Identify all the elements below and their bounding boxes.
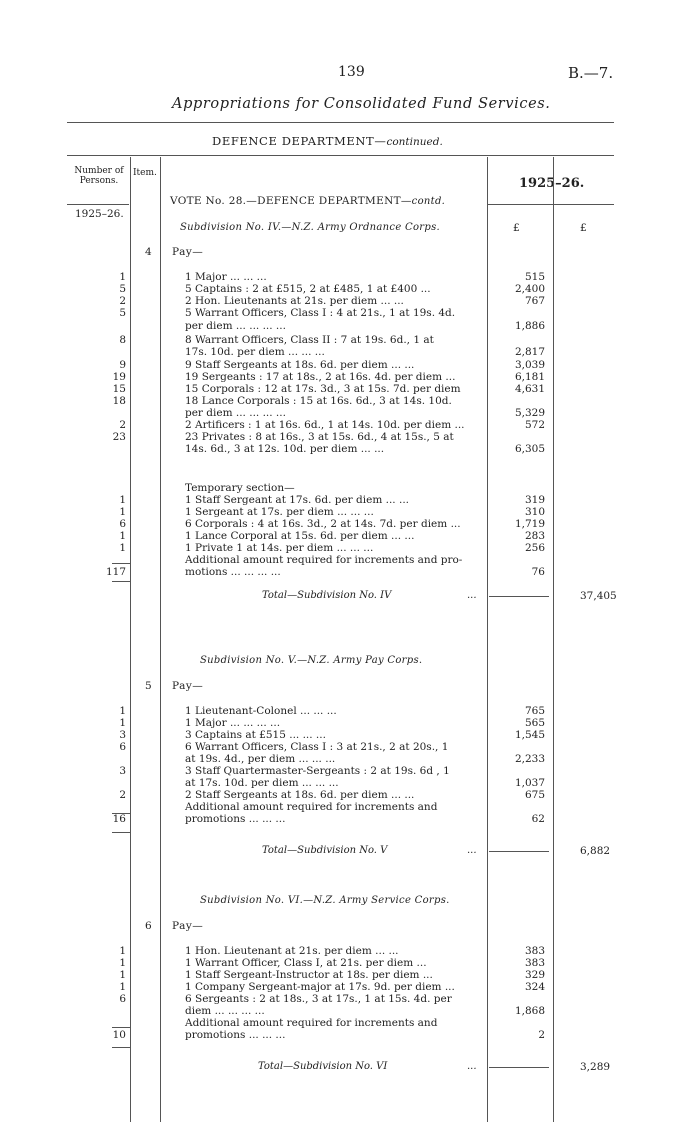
persons-count: 1 <box>119 271 126 283</box>
row-description: 2 Artificers : 1 at 16s. 6d., 1 at 14s. 10d. per diem ... <box>185 419 465 431</box>
row-description: 3 Captains at £515 ... ... ... <box>185 729 326 741</box>
number-sum-rule-vi <box>112 1027 130 1028</box>
row-description: 9 Staff Sergeants at 18s. 6d. per diem ... ... <box>185 359 415 371</box>
row-amount: 329 <box>524 969 545 981</box>
row-description: 1 Sergeant at 17s. per diem ... ... ... <box>185 506 374 518</box>
department-continued: continued. <box>386 136 443 148</box>
row-amount: 6,305 <box>514 443 545 455</box>
subdivision-iv-title: Subdivision No. IV.—N.Z. Army Ordnance Corps. <box>180 222 440 233</box>
persons-count: 15 <box>112 383 126 395</box>
row-description: 5 Warrant Officers, Class I : 4 at 21s., 1 at 19s. 4d. <box>185 307 456 319</box>
row-description: at 17s. 10d. per diem ... ... ... <box>185 777 339 789</box>
number-header-rule <box>67 204 129 205</box>
row-amount: 515 <box>524 271 545 283</box>
row-amount: 256 <box>524 542 545 554</box>
persons-count: 6 <box>119 518 126 530</box>
number-sum-rule-iv <box>112 563 130 564</box>
document-reference: B.—7. <box>568 64 614 82</box>
row-amount: 2,400 <box>514 283 545 295</box>
total-leader-v: ... <box>467 845 477 856</box>
total-amount-v: 6,882 <box>580 845 611 857</box>
row-amount: 2 <box>538 1029 545 1041</box>
row-description: 5 Captains : 2 at £515, 2 at £485, 1 at £400 ... <box>185 283 431 295</box>
row-description: 1 Private 1 at 14s. per diem ... ... ... <box>185 542 374 554</box>
row-amount: 675 <box>524 789 545 801</box>
persons-count: 19 <box>112 371 126 383</box>
row-amount: 572 <box>524 419 545 431</box>
persons-count: 1 <box>119 530 126 542</box>
row-amount: 5,329 <box>514 407 545 419</box>
persons-count: 2 <box>119 789 126 801</box>
row-amount: 283 <box>524 530 545 542</box>
row-amount: 765 <box>524 705 545 717</box>
row-description: Additional amount required for increments and <box>185 801 438 813</box>
persons-count: 1 <box>119 494 126 506</box>
page-number: 139 <box>338 64 365 80</box>
row-description: 1 Hon. Lieutenant at 21s. per diem ... ... <box>185 945 399 957</box>
row-description: diem ... ... ... ... <box>185 1005 265 1017</box>
page-title: Appropriations for Consolidated Fund Services. <box>172 96 551 112</box>
row-amount: 3,039 <box>514 359 545 371</box>
persons-count: 1 <box>119 945 126 957</box>
row-amount: 383 <box>524 957 545 969</box>
persons-count: 18 <box>112 395 126 407</box>
persons-count: 6 <box>119 741 126 753</box>
total-label-vi: Total—Subdivision No. VI <box>258 1061 388 1072</box>
pay-heading-iv: Pay— <box>172 246 204 258</box>
row-description: per diem ... ... ... ... <box>185 320 286 332</box>
department-name: DEFENCE DEPARTMENT— <box>212 134 387 148</box>
table-row <box>0 566 700 579</box>
row-description: Additional amount required for increments and <box>185 1017 438 1029</box>
pound-sign-total: £ <box>580 222 587 234</box>
amount-total-rule-iv <box>489 596 549 597</box>
persons-count: 9 <box>119 359 126 371</box>
title-rule <box>67 122 614 123</box>
row-description: 3 Staff Quartermaster-Sergeants : 2 at 19s. 6d , 1 <box>185 765 450 777</box>
amount-total-rule-v <box>489 851 549 852</box>
persons-count: 6 <box>119 993 126 1005</box>
persons-count: 1 <box>119 717 126 729</box>
persons-count: 1 <box>119 957 126 969</box>
row-amount: 319 <box>524 494 545 506</box>
total-amount-vi: 3,289 <box>580 1061 611 1073</box>
persons-count: 1 <box>119 981 126 993</box>
row-amount: 383 <box>524 945 545 957</box>
row-amount: 1,037 <box>514 777 545 789</box>
subdivision-vi-title: Subdivision No. VI.—N.Z. Army Service Corps. <box>200 895 450 906</box>
row-amount: 324 <box>524 981 545 993</box>
row-amount: 76 <box>531 566 545 578</box>
total-amount-iv: 37,405 <box>580 590 617 602</box>
persons-count: 5 <box>119 307 126 319</box>
total-label-iv: Total—Subdivision No. IV <box>262 590 392 601</box>
persons-count: 8 <box>119 334 126 346</box>
persons-count: 10 <box>112 1029 126 1041</box>
row-amount: 1,868 <box>514 1005 545 1017</box>
table-row <box>0 1029 700 1042</box>
persons-count: 2 <box>119 295 126 307</box>
row-amount: 2,817 <box>514 346 545 358</box>
table-row <box>0 307 700 320</box>
total-leader-iv: ... <box>467 590 477 601</box>
persons-count: 16 <box>112 813 126 825</box>
row-description: per diem ... ... ... ... <box>185 407 286 419</box>
row-amount: 1,719 <box>514 518 545 530</box>
year-header: 1925–26. <box>519 176 585 191</box>
persons-count: 5 <box>119 283 126 295</box>
row-description: 1 Lance Corporal at 15s. 6d. per diem ... ... <box>185 530 415 542</box>
department-heading <box>212 134 443 148</box>
vote-heading <box>170 195 445 207</box>
persons-count: 1 <box>119 705 126 717</box>
row-amount: 6,181 <box>514 371 545 383</box>
row-description: 1 Company Sergeant-major at 17s. 9d. per diem ... <box>185 981 455 993</box>
table-row <box>0 813 700 826</box>
row-amount: 62 <box>531 813 545 825</box>
row-description: 2 Staff Sergeants at 18s. 6d. per diem ... ... <box>185 789 415 801</box>
row-description: 15 Corporals : 12 at 17s. 3d., 3 at 15s. 7d. per diem <box>185 383 461 395</box>
row-description: promotions ... ... ... <box>185 1029 286 1041</box>
number-total-rule-v <box>112 832 130 833</box>
number-total-rule-vi <box>112 1047 130 1048</box>
row-description: 1 Staff Sergeant-Instructor at 18s. per diem ... <box>185 969 433 981</box>
item-number-vi: 6 <box>145 920 152 932</box>
persons-count: 1 <box>119 506 126 518</box>
year-header-rule <box>487 204 614 205</box>
row-amount: 1,886 <box>514 320 545 332</box>
subdivision-v-title: Subdivision No. V.—N.Z. Army Pay Corps. <box>200 655 423 666</box>
row-description: 1 Major ... ... ... ... <box>185 717 281 729</box>
persons-count: 3 <box>119 765 126 777</box>
number-total-rule-iv <box>112 581 130 582</box>
persons-count: 117 <box>105 566 126 578</box>
row-description: 1 Major ... ... ... <box>185 271 267 283</box>
row-description: 1 Staff Sergeant at 17s. 6d. per diem ... ... <box>185 494 409 506</box>
row-description: motions ... ... ... ... <box>185 566 281 578</box>
pay-heading-v: Pay— <box>172 680 204 692</box>
persons-count: 2 <box>119 419 126 431</box>
row-description: 1 Lieutenant-Colonel ... ... ... <box>185 705 337 717</box>
number-of-persons-header: Number of Persons. <box>74 166 124 186</box>
number-sum-rule-v <box>112 813 130 814</box>
item-number-iv: 4 <box>145 246 152 258</box>
item-header: Item. <box>133 168 157 178</box>
row-description: 19 Sergeants : 17 at 18s., 2 at 16s. 4d. per diem ... <box>185 371 456 383</box>
row-amount: 2,233 <box>514 753 545 765</box>
row-description: 2 Hon. Lieutenants at 21s. per diem ... ... <box>185 295 404 307</box>
row-description: 1 Warrant Officer, Class I, at 21s. per diem ... <box>185 957 427 969</box>
table-row <box>0 443 700 456</box>
year-left-column: 1925–26. <box>75 208 124 220</box>
table-top-rule <box>67 155 614 156</box>
row-description: Temporary section— <box>185 482 295 494</box>
persons-count: 1 <box>119 969 126 981</box>
row-description: promotions ... ... ... <box>185 813 286 825</box>
row-amount: 1,545 <box>514 729 545 741</box>
row-amount: 767 <box>524 295 545 307</box>
persons-count: 3 <box>119 729 126 741</box>
amount-total-rule-vi <box>489 1067 549 1068</box>
pound-sign-amount: £ <box>513 222 520 234</box>
row-description: 6 Corporals : 4 at 16s. 3d., 2 at 14s. 7d. per diem ... <box>185 518 461 530</box>
persons-count: 1 <box>119 542 126 554</box>
row-description: Additional amount required for increments and pro- <box>185 554 463 566</box>
row-amount: 565 <box>524 717 545 729</box>
row-description: 23 Privates : 8 at 16s., 3 at 15s. 6d., 4 at 15s., 5 at <box>185 431 454 443</box>
total-label-v: Total—Subdivision No. V <box>262 845 388 856</box>
pay-heading-vi: Pay— <box>172 920 204 932</box>
vote-contd: contd. <box>411 196 446 207</box>
vote-text: VOTE No. 28.—DEFENCE DEPARTMENT— <box>170 195 412 207</box>
row-description: 6 Warrant Officers, Class I : 3 at 21s., 2 at 20s., 1 <box>185 741 449 753</box>
row-amount: 4,631 <box>514 383 545 395</box>
row-description: 6 Sergeants : 2 at 18s., 3 at 17s., 1 at 15s. 4d. per <box>185 993 452 1005</box>
row-amount: 310 <box>524 506 545 518</box>
row-description: 17s. 10d. per diem ... ... ... <box>185 346 325 358</box>
item-number-v: 5 <box>145 680 152 692</box>
total-leader-vi: ... <box>467 1061 477 1072</box>
table-row <box>0 346 700 359</box>
row-description: at 19s. 4d., per diem ... ... ... <box>185 753 336 765</box>
table-row <box>0 320 700 333</box>
row-description: 8 Warrant Officers, Class II : 7 at 19s. 6d., 1 at <box>185 334 434 346</box>
row-description: 18 Lance Corporals : 15 at 16s. 6d., 3 at 14s. 10d. <box>185 395 452 407</box>
persons-count: 23 <box>112 431 126 443</box>
row-description: 14s. 6d., 3 at 12s. 10d. per diem ... ... <box>185 443 385 455</box>
